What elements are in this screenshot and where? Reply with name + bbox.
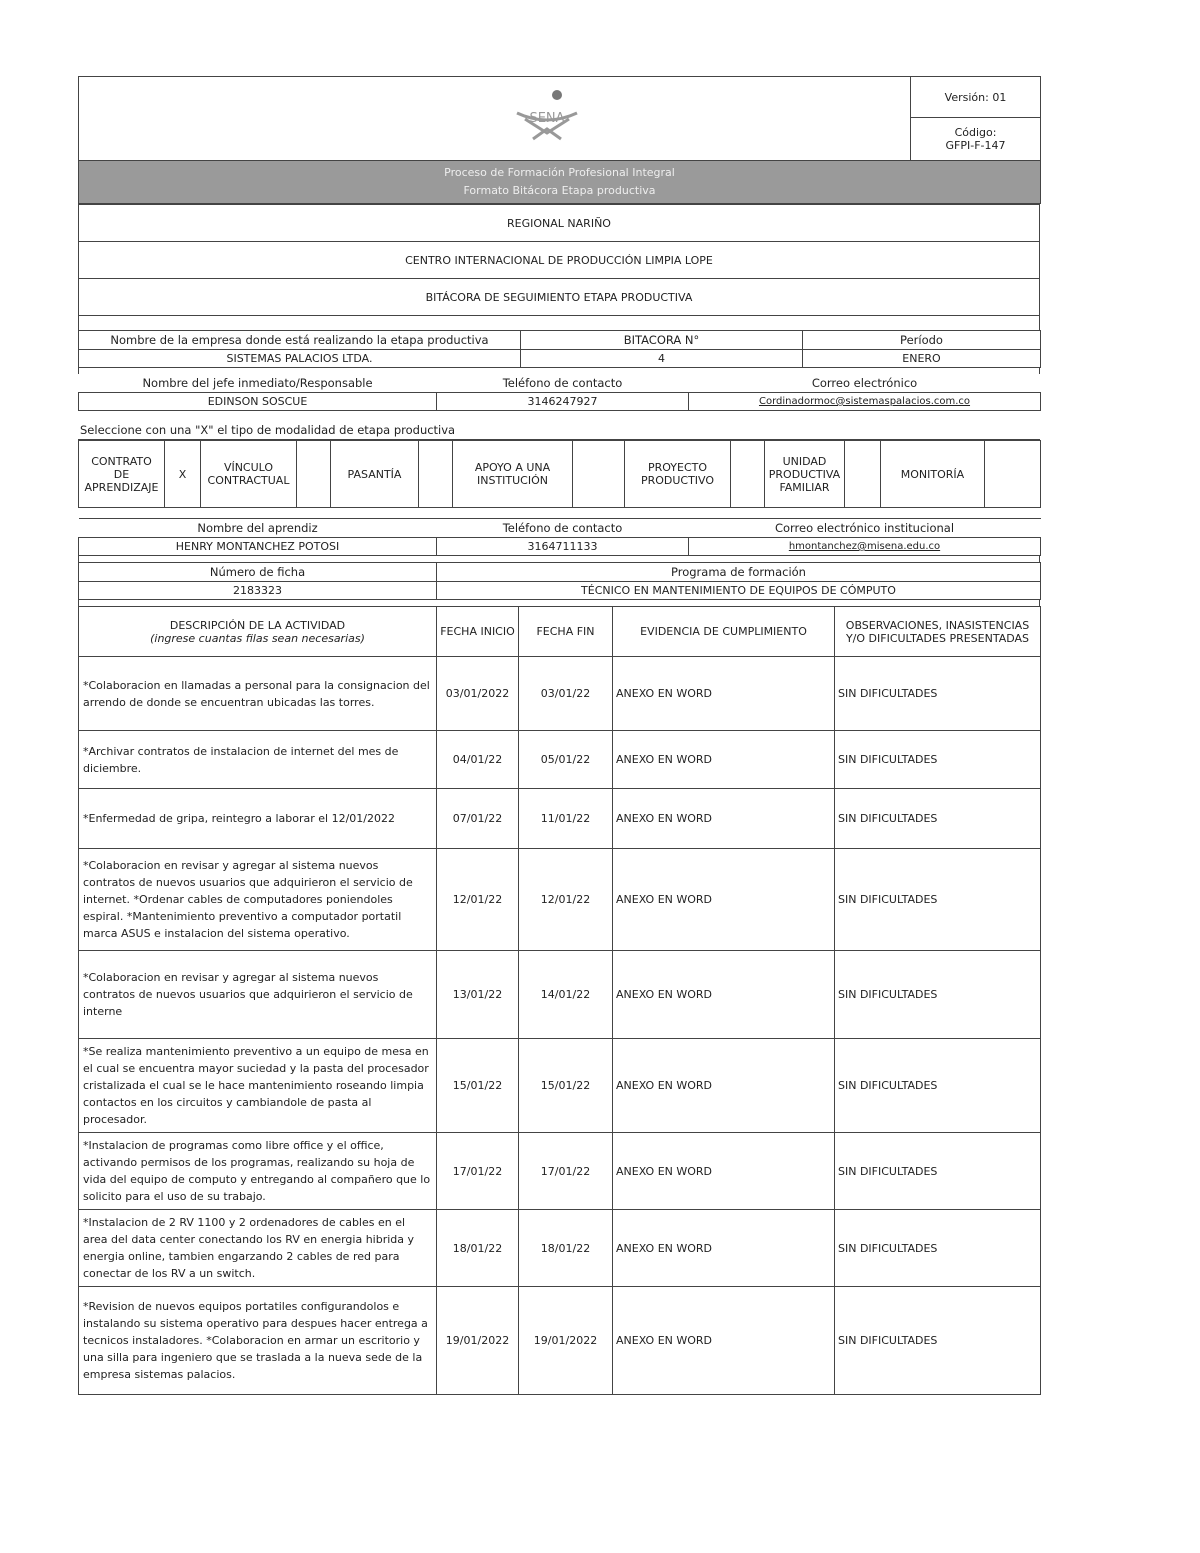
activity-row	[79, 1210, 1041, 1287]
band-line1: Proceso de Formación Profesional Integral	[444, 166, 675, 179]
activity-desc: *Instalacion de 2 RV 1100 y 2 ordenadores de cables en el area del data center conectando los RV en energia hibrida y energia online, tambien engarzando 2 cables de red para conectar de los RV a un switch.	[79, 1210, 437, 1287]
modality-vinculo: VÍNCULO CONTRACTUAL	[201, 441, 297, 508]
modality-apoyo: APOYO A UNA INSTITUCIÓN	[453, 441, 573, 508]
header-evidence: EVIDENCIA DE CUMPLIMIENTO	[613, 607, 835, 657]
activity-start: 18/01/22	[437, 1210, 519, 1287]
bitacora-number-value: 4	[521, 350, 803, 368]
activity-desc: *Colaboracion en revisar y agregar al sistema nuevos contratos de nuevos usuarios que adquirieron el servicio de interne	[79, 951, 437, 1039]
activity-desc: *Instalacion de programas como libre office y el office, activando permisos de los programas, realizando su hoja de vida del equipo de computo y entregando al compañero que lo solicito para el uso de su trabajo.	[79, 1133, 437, 1210]
header-table	[78, 76, 1041, 204]
activity-end: 14/01/22	[519, 951, 613, 1039]
modality-pasantia: PASANTÍA	[331, 441, 419, 508]
activity-evidence: ANEXO EN WORD	[613, 1287, 835, 1395]
modality-pasantia-mark[interactable]	[419, 441, 453, 508]
apprentice-email-value: hmontanchez@misena.edu.co	[689, 538, 1041, 556]
activity-desc: *Archivar contratos de instalacion de internet del mes de diciembre.	[79, 731, 437, 789]
activity-start: 12/01/22	[437, 849, 519, 951]
activity-evidence: ANEXO EN WORD	[613, 1039, 835, 1133]
process-band	[79, 161, 1041, 204]
activity-obs: SIN DIFICULTADES	[835, 849, 1041, 951]
activity-row	[79, 731, 1041, 789]
activities-body	[79, 657, 1041, 1395]
activity-row	[79, 1133, 1041, 1210]
modality-instruction: Seleccione con una "X" el tipo de modalidad de etapa productiva	[78, 411, 1040, 440]
activity-end: 17/01/22	[519, 1133, 613, 1210]
version-cell: Versión: 01	[911, 77, 1041, 118]
activity-desc: *Colaboracion en llamadas a personal para la consignacion del arrendo de donde se encuentran ubicadas las torres.	[79, 657, 437, 731]
activity-obs: SIN DIFICULTADES	[835, 1133, 1041, 1210]
bitacora-number-label: BITACORA N°	[521, 331, 803, 350]
ficha-value: 2183323	[79, 582, 437, 600]
ficha-table	[78, 562, 1041, 600]
activity-end: 19/01/2022	[519, 1287, 613, 1395]
modality-unidad-mark[interactable]	[845, 441, 881, 508]
centro-title: CENTRO INTERNACIONAL DE PRODUCCIÓN LIMPIA LOPE	[79, 242, 1040, 279]
logo-cell	[79, 77, 911, 161]
activity-start: 03/01/2022	[437, 657, 519, 731]
modality-apoyo-mark[interactable]	[573, 441, 625, 508]
modality-monitoria: MONITORÍA	[881, 441, 985, 508]
header-desc-sub: (ingrese cuantas filas sean necesarias)	[150, 631, 365, 645]
activity-desc: *Enfermedad de gripa, reintegro a laborar el 12/01/2022	[79, 789, 437, 849]
activity-start: 04/01/22	[437, 731, 519, 789]
activity-evidence: ANEXO EN WORD	[613, 1133, 835, 1210]
code-cell	[911, 118, 1041, 161]
activity-obs: SIN DIFICULTADES	[835, 789, 1041, 849]
activity-row	[79, 789, 1041, 849]
header-obs: OBSERVACIONES, INASISTENCIAS Y/O DIFICULTADES PRESENTADAS	[835, 607, 1041, 657]
activity-evidence: ANEXO EN WORD	[613, 789, 835, 849]
modality-proyecto: PROYECTO PRODUCTIVO	[625, 441, 731, 508]
header-end: FECHA FIN	[519, 607, 613, 657]
activity-row	[79, 1039, 1041, 1133]
apprentice-email-label: Correo electrónico institucional	[689, 519, 1041, 538]
modality-proyecto-mark[interactable]	[731, 441, 765, 508]
bitacora-title: BITÁCORA DE SEGUIMIENTO ETAPA PRODUCTIVA	[79, 279, 1040, 316]
activity-evidence: ANEXO EN WORD	[613, 731, 835, 789]
activity-row	[79, 657, 1041, 731]
regional-title: REGIONAL NARIÑO	[79, 205, 1040, 242]
title-table	[78, 204, 1040, 316]
modality-table	[78, 440, 1041, 508]
activity-evidence: ANEXO EN WORD	[613, 951, 835, 1039]
activity-end: 15/01/22	[519, 1039, 613, 1133]
activity-desc: *Revision de nuevos equipos portatiles configurandolos e instalando su sistema operativo para despues hacer entrega a tecnicos instaladores. *Colaboracion en armar un escritorio y una silla para ingeniero que se traslada a la nueva sede de la empresa sistemas palacios.	[79, 1287, 437, 1395]
activity-start: 13/01/22	[437, 951, 519, 1039]
company-table	[78, 330, 1041, 368]
program-label: Programa de formación	[437, 563, 1041, 582]
apprentice-name-value: HENRY MONTANCHEZ POTOSI	[79, 538, 437, 556]
sena-logo	[509, 89, 589, 145]
activity-obs: SIN DIFICULTADES	[835, 1039, 1041, 1133]
apprentice-phone-label: Teléfono de contacto	[437, 519, 689, 538]
header-desc-title: DESCRIPCIÓN DE LA ACTIVIDAD	[169, 618, 346, 632]
boss-email-value: Cordinadormoc@sistemaspalacios.com.co	[689, 393, 1041, 411]
period-label: Período	[803, 331, 1041, 350]
activity-evidence: ANEXO EN WORD	[613, 657, 835, 731]
activity-desc: *Colaboracion en revisar y agregar al sistema nuevos contratos de nuevos usuarios que adquirieron el servicio de internet. *Ordenar cables de computadores poniendoles espiral. *Mantenimiento preventivo a computador portatil marca ASUS e instalacion del sistema operativo.	[79, 849, 437, 951]
boss-value: EDINSON SOSCUE	[79, 393, 437, 411]
activity-end: 18/01/22	[519, 1210, 613, 1287]
activity-row	[79, 951, 1041, 1039]
program-value: TÉCNICO EN MANTENIMIENTO DE EQUIPOS DE CÓMPUTO	[437, 582, 1041, 600]
code-value: GFPI-F-147	[945, 139, 1006, 152]
code-label: Código:	[954, 126, 997, 139]
bitacora-sheet	[78, 76, 1040, 1395]
ficha-label: Número de ficha	[79, 563, 437, 582]
logo-text: SENA	[529, 111, 565, 126]
apprentice-table	[78, 518, 1041, 556]
activity-start: 07/01/22	[437, 789, 519, 849]
activity-obs: SIN DIFICULTADES	[835, 1287, 1041, 1395]
activity-end: 05/01/22	[519, 731, 613, 789]
activity-end: 12/01/22	[519, 849, 613, 951]
band-line2: Formato Bitácora Etapa productiva	[463, 184, 656, 197]
activity-row	[79, 1287, 1041, 1395]
activity-obs: SIN DIFICULTADES	[835, 657, 1041, 731]
boss-label: Nombre del jefe inmediato/Responsable	[142, 376, 373, 390]
boss-phone-value: 3146247927	[437, 393, 689, 411]
header-start: FECHA INICIO	[437, 607, 519, 657]
modality-monitoria-mark[interactable]	[985, 441, 1041, 508]
spacer	[78, 316, 1040, 330]
activities-table	[78, 606, 1041, 1395]
boss-phone-label: Teléfono de contacto	[502, 376, 623, 390]
activity-end: 03/01/22	[519, 657, 613, 731]
activity-evidence: ANEXO EN WORD	[613, 1210, 835, 1287]
apprentice-phone-value: 3164711133	[437, 538, 689, 556]
boss-table	[78, 374, 1041, 411]
activity-obs: SIN DIFICULTADES	[835, 731, 1041, 789]
activity-start: 19/01/2022	[437, 1287, 519, 1395]
modality-contrato: CONTRATO DE APRENDIZAJE	[79, 441, 165, 508]
activity-desc: *Se realiza mantenimiento preventivo a un equipo de mesa en el cual se encuentra mayor suciedad y la pasta del procesador cristalizada el cual se le hace mantenimiento roseando limpia contactos en los circuitos y cambiandole de pasta al procesador.	[79, 1039, 437, 1133]
modality-vinculo-mark[interactable]	[297, 441, 331, 508]
modality-contrato-mark[interactable]: X	[165, 441, 201, 508]
boss-email-label: Correo electrónico	[811, 376, 918, 390]
activity-obs: SIN DIFICULTADES	[835, 951, 1041, 1039]
activity-evidence: ANEXO EN WORD	[613, 849, 835, 951]
activity-row	[79, 849, 1041, 951]
activity-obs: SIN DIFICULTADES	[835, 1210, 1041, 1287]
period-value: ENERO	[803, 350, 1041, 368]
header-desc	[79, 607, 437, 657]
apprentice-name-label: Nombre del aprendiz	[79, 519, 437, 538]
activity-start: 17/01/22	[437, 1133, 519, 1210]
activity-end: 11/01/22	[519, 789, 613, 849]
company-name-label: Nombre de la empresa donde está realizando la etapa productiva	[79, 331, 521, 350]
modality-unidad: UNIDAD PRODUCTIVA FAMILIAR	[765, 441, 845, 508]
activity-start: 15/01/22	[437, 1039, 519, 1133]
company-name-value: SISTEMAS PALACIOS LTDA.	[79, 350, 521, 368]
